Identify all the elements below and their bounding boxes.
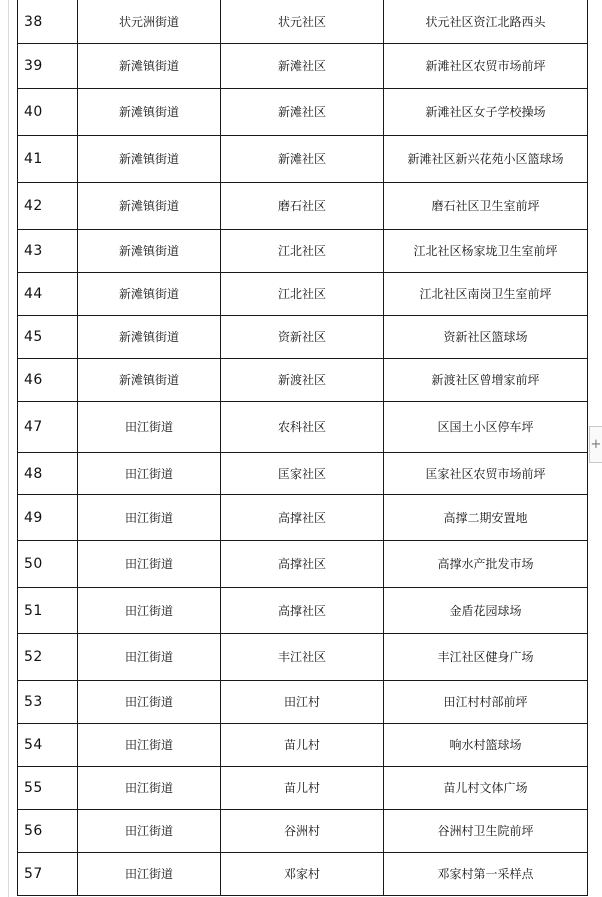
street-cell: 新滩镇街道 <box>78 44 221 89</box>
site-cell: 响水村篮球场 <box>384 724 588 767</box>
site-cell: 江北社区杨家垅卫生室前坪 <box>384 230 588 273</box>
street-cell: 新滩镇街道 <box>78 230 221 273</box>
row-number: 54 <box>18 724 78 767</box>
row-number: 41 <box>18 136 78 183</box>
table-row <box>18 89 588 136</box>
community-cell: 状元社区 <box>221 0 384 44</box>
street-cell: 田江街道 <box>78 810 221 853</box>
row-number: 44 <box>18 273 78 316</box>
row-number: 55 <box>18 767 78 810</box>
table-row <box>18 541 588 588</box>
community-cell: 苗儿村 <box>221 767 384 810</box>
site-cell: 新滩社区农贸市场前坪 <box>384 44 588 89</box>
row-number: 49 <box>18 495 78 541</box>
street-cell: 新滩镇街道 <box>78 183 221 230</box>
community-cell: 谷洲村 <box>221 810 384 853</box>
community-cell: 邓家村 <box>221 853 384 896</box>
row-number: 43 <box>18 230 78 273</box>
street-cell: 新滩镇街道 <box>78 316 221 359</box>
site-cell: 新滩社区新兴花苑小区篮球场 <box>384 136 588 183</box>
row-number: 39 <box>18 44 78 89</box>
row-number: 57 <box>18 853 78 896</box>
street-cell: 田江街道 <box>78 767 221 810</box>
community-cell: 江北社区 <box>221 230 384 273</box>
site-cell: 匡家社区农贸市场前坪 <box>384 453 588 495</box>
street-cell: 新滩镇街道 <box>78 273 221 316</box>
site-cell: 区国土小区停车坪 <box>384 402 588 453</box>
site-cell: 田江村村部前坪 <box>384 681 588 724</box>
row-number: 45 <box>18 316 78 359</box>
row-number: 53 <box>18 681 78 724</box>
site-cell: 谷洲村卫生院前坪 <box>384 810 588 853</box>
site-cell: 丰江社区健身广场 <box>384 634 588 681</box>
site-cell: 状元社区资江北路西头 <box>384 0 588 44</box>
street-cell: 田江街道 <box>78 541 221 588</box>
row-number: 38 <box>18 0 78 44</box>
table-row <box>18 588 588 634</box>
plus-icon: + <box>590 437 602 452</box>
street-cell: 田江街道 <box>78 588 221 634</box>
community-cell: 高撑社区 <box>221 495 384 541</box>
table-row <box>18 44 588 89</box>
community-cell: 资新社区 <box>221 316 384 359</box>
community-cell: 农科社区 <box>221 402 384 453</box>
row-number: 42 <box>18 183 78 230</box>
table-row <box>18 681 588 724</box>
site-cell: 江北社区南岗卫生室前坪 <box>384 273 588 316</box>
site-cell: 邓家村第一采样点 <box>384 853 588 896</box>
table-row <box>18 767 588 810</box>
site-cell: 高撑二期安置地 <box>384 495 588 541</box>
community-cell: 江北社区 <box>221 273 384 316</box>
community-cell: 苗儿村 <box>221 724 384 767</box>
community-cell: 新滩社区 <box>221 44 384 89</box>
row-number: 46 <box>18 359 78 402</box>
site-cell: 新渡社区曾增家前坪 <box>384 359 588 402</box>
street-cell: 田江街道 <box>78 453 221 495</box>
table-row <box>18 634 588 681</box>
row-number: 51 <box>18 588 78 634</box>
community-cell: 高撑社区 <box>221 588 384 634</box>
community-cell: 高撑社区 <box>221 541 384 588</box>
sampling-site-table <box>17 0 588 896</box>
street-cell: 田江街道 <box>78 402 221 453</box>
street-cell: 新滩镇街道 <box>78 136 221 183</box>
page-left-rule <box>8 0 9 897</box>
site-cell: 苗儿村文体广场 <box>384 767 588 810</box>
street-cell: 新滩镇街道 <box>78 89 221 136</box>
community-cell: 磨石社区 <box>221 183 384 230</box>
street-cell: 状元洲街道 <box>78 0 221 44</box>
table-row <box>18 230 588 273</box>
street-cell: 田江街道 <box>78 634 221 681</box>
community-cell: 新滩社区 <box>221 89 384 136</box>
table-row <box>18 359 588 402</box>
row-number: 56 <box>18 810 78 853</box>
table-row <box>18 495 588 541</box>
table-row <box>18 810 588 853</box>
table-row <box>18 316 588 359</box>
table-row <box>18 0 588 44</box>
row-number: 48 <box>18 453 78 495</box>
site-cell: 资新社区篮球场 <box>384 316 588 359</box>
street-cell: 田江街道 <box>78 724 221 767</box>
community-cell: 新滩社区 <box>221 136 384 183</box>
row-number: 50 <box>18 541 78 588</box>
street-cell: 新滩镇街道 <box>78 359 221 402</box>
site-cell: 新滩社区女子学校操场 <box>384 89 588 136</box>
table-row <box>18 273 588 316</box>
row-number: 40 <box>18 89 78 136</box>
community-cell: 田江村 <box>221 681 384 724</box>
row-number: 47 <box>18 402 78 453</box>
community-cell: 丰江社区 <box>221 634 384 681</box>
expand-handle[interactable] <box>589 426 602 463</box>
community-cell: 匡家社区 <box>221 453 384 495</box>
site-cell: 金盾花园球场 <box>384 588 588 634</box>
street-cell: 田江街道 <box>78 853 221 896</box>
row-number: 52 <box>18 634 78 681</box>
street-cell: 田江街道 <box>78 681 221 724</box>
site-cell: 磨石社区卫生室前坪 <box>384 183 588 230</box>
table-row <box>18 183 588 230</box>
table-row <box>18 402 588 453</box>
community-cell: 新渡社区 <box>221 359 384 402</box>
street-cell: 田江街道 <box>78 495 221 541</box>
site-cell: 高撑水产批发市场 <box>384 541 588 588</box>
table-row <box>18 136 588 183</box>
table-row <box>18 453 588 495</box>
table-row <box>18 853 588 896</box>
table-row <box>18 724 588 767</box>
